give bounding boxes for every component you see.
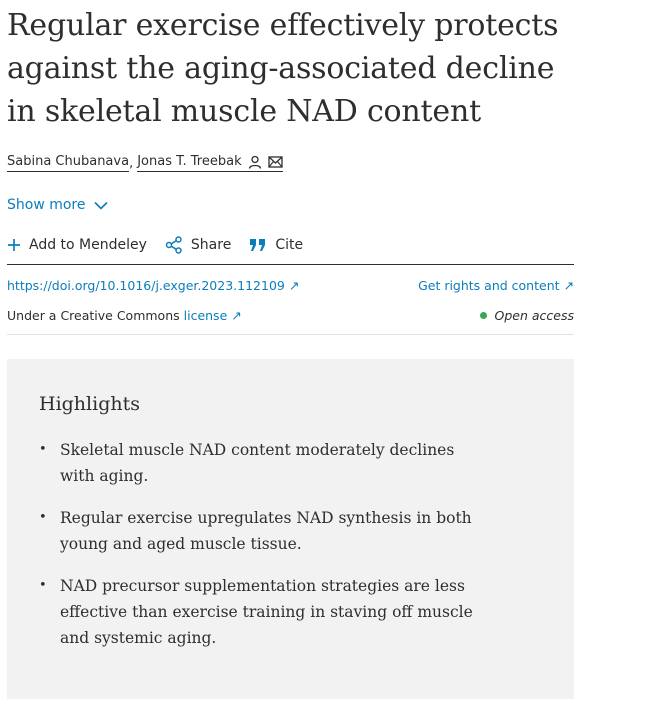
author-link-1[interactable]: Sabina Chubanava [7,154,129,172]
show-more-button[interactable] [7,195,574,215]
article-header [7,0,574,699]
author-list [7,153,574,173]
license-prefix: Under a Creative Commons [7,307,180,323]
cite-label: Cite [275,237,304,253]
external-link-icon: ↗ [288,277,300,293]
quote-icon [249,238,267,252]
author-link-2[interactable] [137,154,282,172]
article-actions [7,235,574,255]
share-label: Share [190,237,232,253]
plus-icon [7,238,21,252]
person-icon [248,155,262,169]
add-to-mendeley-button[interactable] [7,237,147,253]
email-icon [268,156,283,168]
rights-text: Get rights and content [418,277,560,293]
doi-link[interactable] [7,278,299,293]
show-more-label: Show more [7,197,86,213]
share-icon [165,236,183,254]
doi-row [7,276,574,294]
share-button[interactable] [165,236,231,254]
author-separator: , [129,155,134,171]
author-name-2: Jonas T. Treebak [137,154,242,169]
highlights-title: Highlights [39,393,140,415]
highlight-item: • NAD precursor supplementation strategies are less effective than exercise training in staving off muscle and systemic aging. [39,573,479,651]
license-link[interactable] [184,308,242,323]
rights-link[interactable] [418,278,574,293]
chevron-down-icon [94,201,108,210]
divider [7,264,574,265]
open-access-dot-icon [480,312,487,319]
highlight-item: • Skeletal muscle NAD content moderately declines with aging. [39,437,479,489]
license-statement [7,308,242,323]
doi-text: https://doi.org/10.1016/j.exger.2023.112109 [7,277,285,293]
open-access-label: Open access [494,307,574,323]
highlight-item: • Regular exercise upregulates NAD synthesis in both young and aged muscle tissue. [39,505,479,557]
open-access-badge [480,308,574,323]
mendeley-label: Add to Mendeley [29,237,147,253]
license-row [7,306,574,324]
highlights-list [39,437,479,651]
cite-button[interactable] [249,237,303,253]
license-link-text: license [183,307,228,323]
highlights-box [7,359,574,699]
article-title: Regular exercise effectively protects against the aging-associated decline in skeletal muscle NAD content [7,8,559,129]
divider-light [7,334,574,335]
external-link-icon: ↗ [563,277,574,293]
external-link-icon: ↗ [231,307,242,323]
